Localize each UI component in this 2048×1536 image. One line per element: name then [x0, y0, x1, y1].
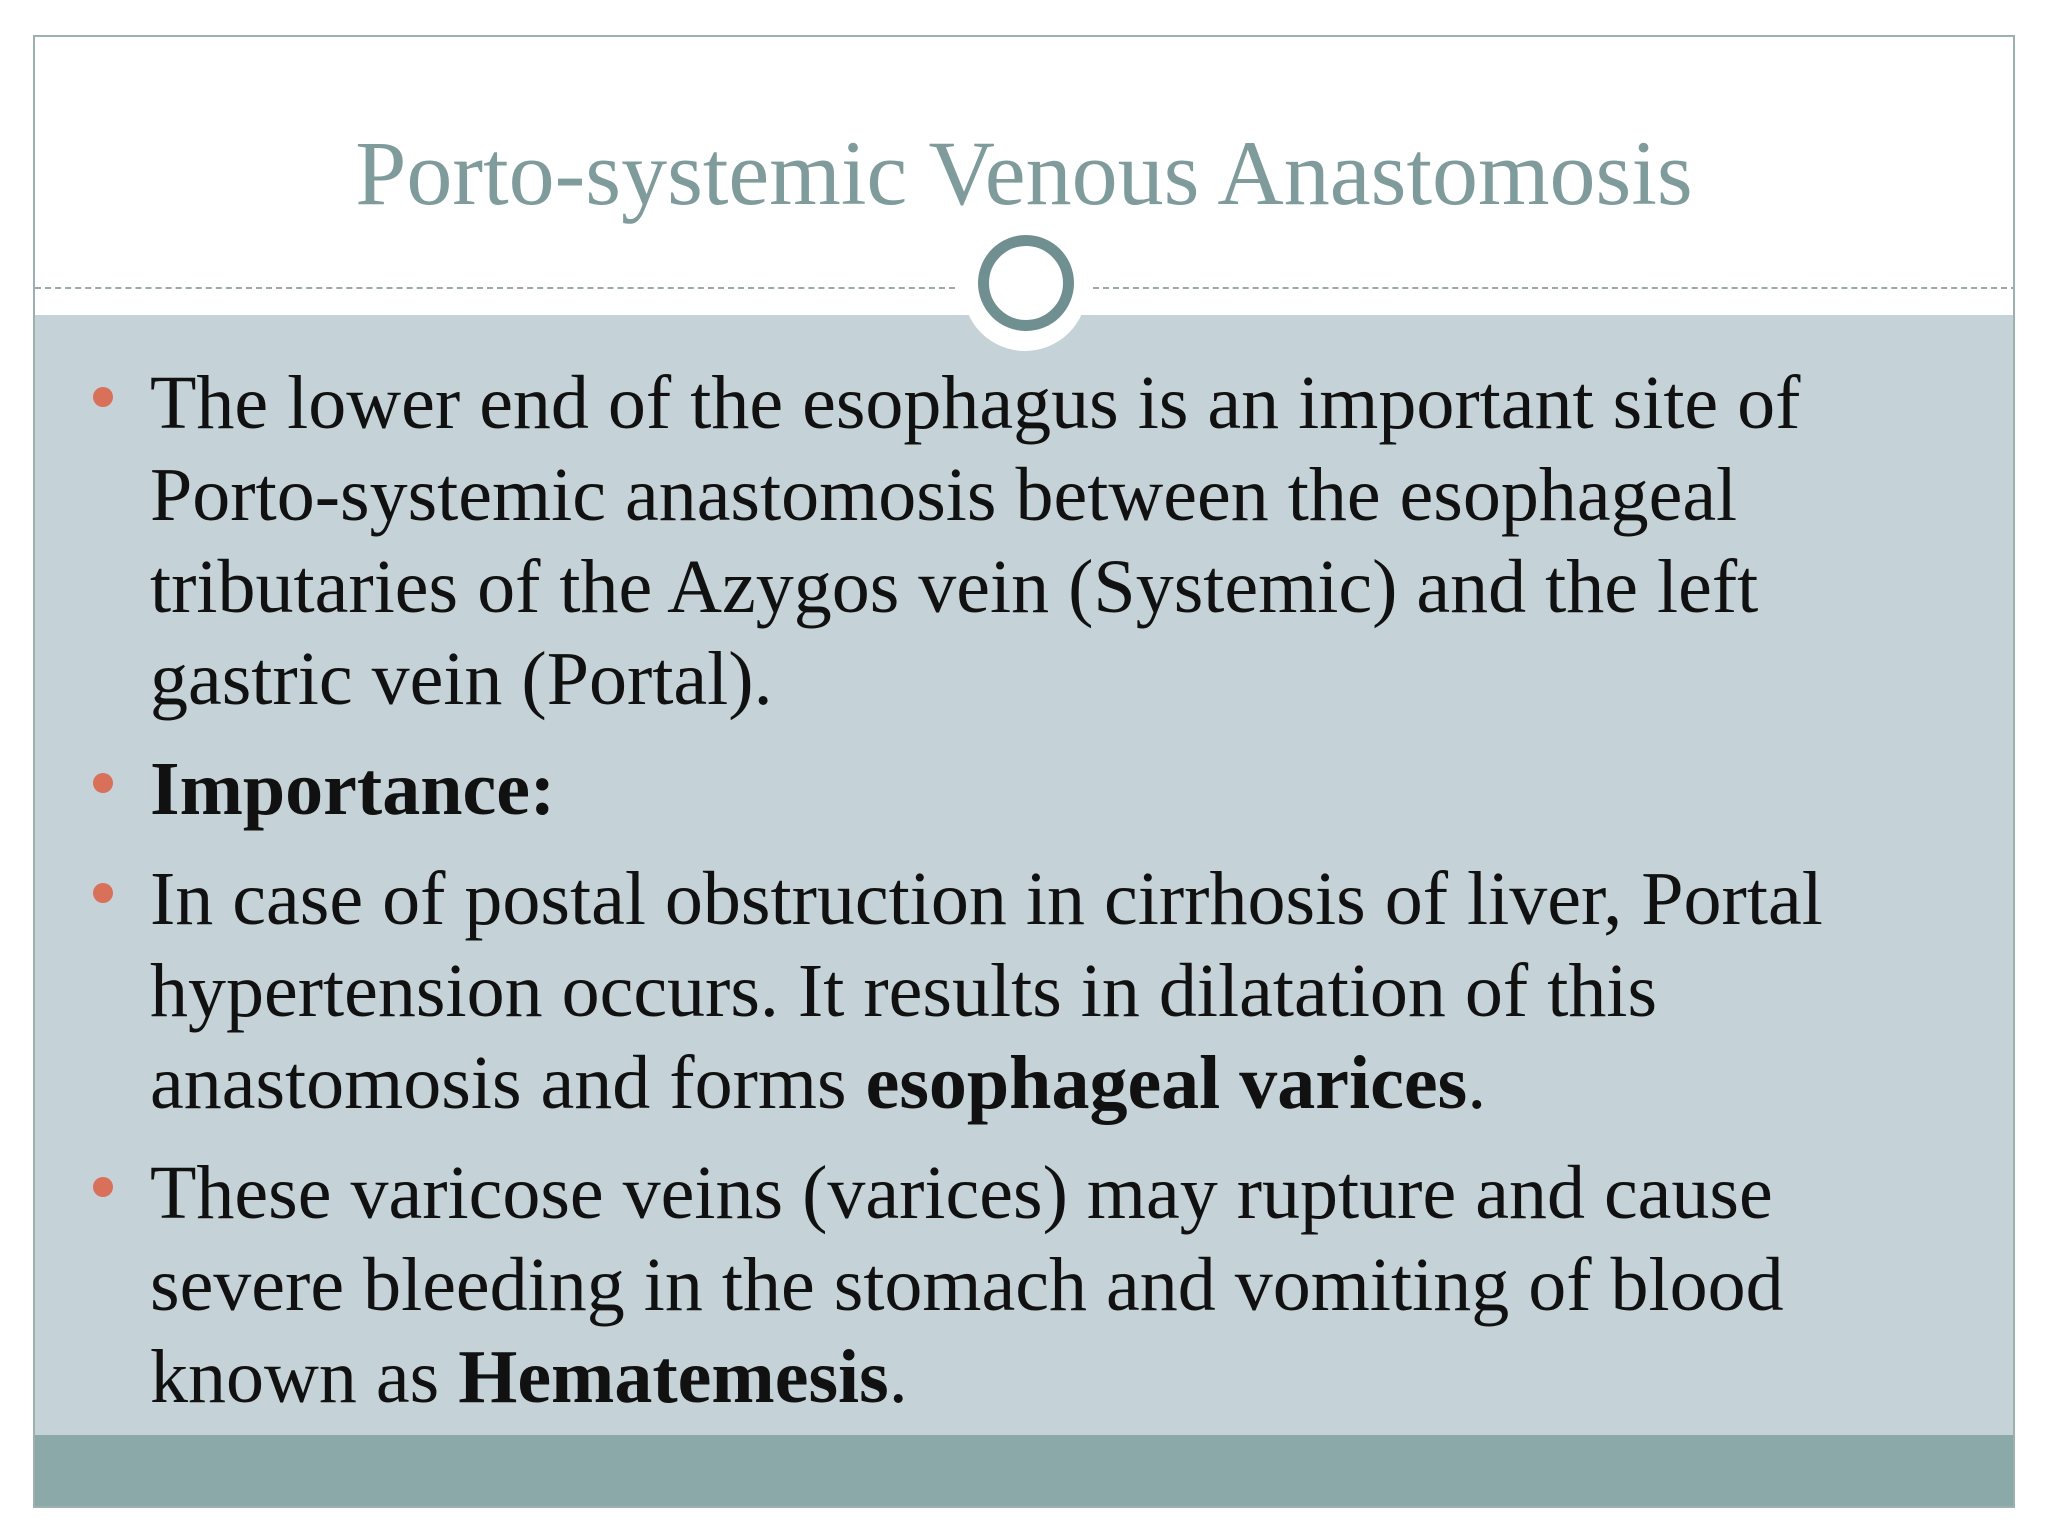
bullet-text: In case of postal obstruction in cirrhosis of liver, Portal hypertension occurs. It results in dilatation of this anastomosis and forms — [150, 857, 1823, 1125]
bullet-emphasis: Hematemesis — [458, 1335, 889, 1419]
bullet-dot-icon — [93, 387, 113, 407]
slide — [33, 35, 2015, 1508]
bullet-dot-icon — [93, 883, 113, 903]
bullet-text: The lower end of the esophagus is an important site of Porto-systemic anastomosis between the esophageal tributaries of the Azygos vein (Systemic) and the left gastric vein (Portal). — [150, 361, 1801, 721]
ring-ornament-icon — [978, 235, 1074, 331]
bullet-item — [35, 357, 2013, 725]
bullet-item — [35, 1147, 2013, 1423]
bullet-text-end: . — [1467, 1041, 1487, 1125]
bullet-text: These varicose veins (varices) may rupture and cause severe bleeding in the stomach and vomiting of blood known as — [150, 1151, 1784, 1419]
bullet-dot-icon — [93, 773, 113, 793]
title-divider-right — [1093, 287, 2015, 289]
bullet-dot-icon — [93, 1177, 113, 1197]
bullet-heading: Importance: — [150, 747, 556, 831]
title-divider-left — [35, 287, 955, 289]
slide-title: Porto-systemic Venous Anastomosis — [355, 122, 1693, 224]
bullet-text-end: . — [888, 1335, 908, 1419]
bullet-item — [35, 743, 2013, 835]
bullet-item — [35, 853, 2013, 1129]
bullet-list — [35, 357, 2013, 1441]
footer-bar — [35, 1435, 2013, 1508]
bullet-emphasis: esophageal varices — [865, 1041, 1468, 1125]
